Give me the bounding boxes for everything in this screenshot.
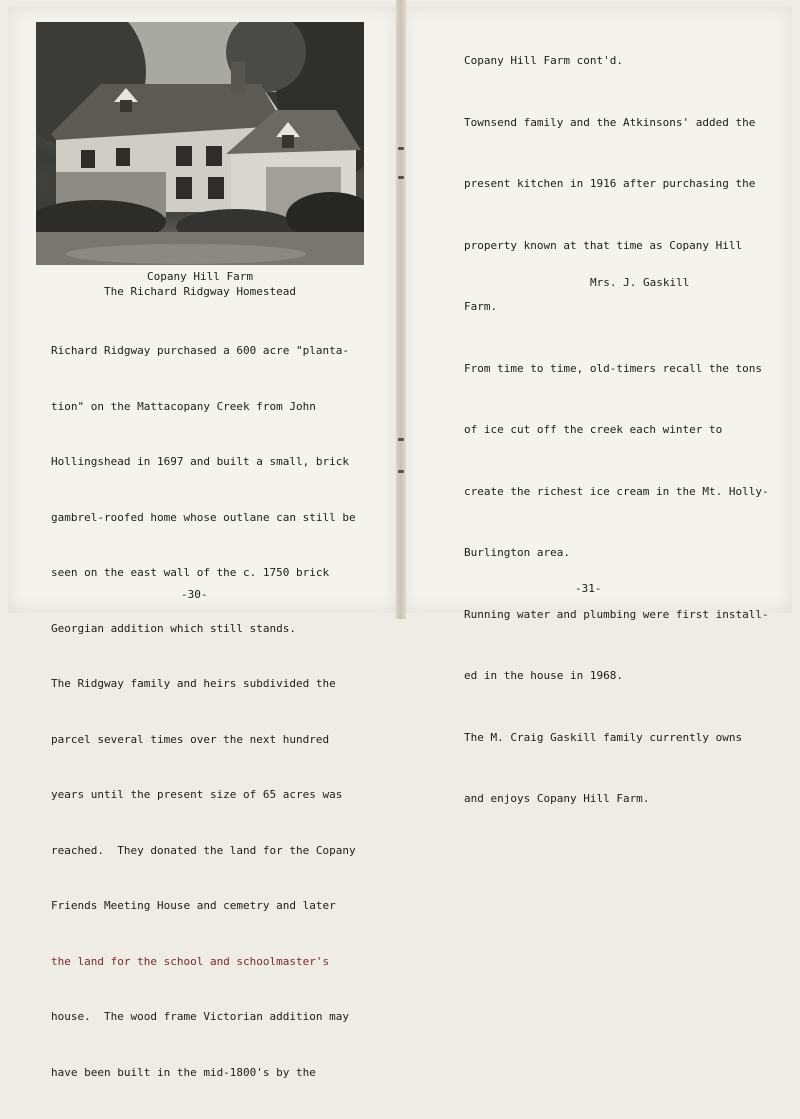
text-line: Townsend family and the Atkinsons' added the [464, 115, 756, 129]
right-page-body [464, 10, 769, 851]
text-line: of ice cut off the creek each winter to [464, 423, 723, 436]
text-line: Running water and plumbing were first install- [464, 607, 769, 621]
text-line: reached. They donated the land for the Copany [51, 843, 356, 857]
text-line: have been built in the mid-1800's by the [51, 1065, 316, 1079]
text-line: the land for the school and schoolmaster's [51, 954, 330, 968]
text-line: create the richest ice cream in the Mt. Holly- [464, 484, 769, 498]
staple [398, 438, 404, 441]
photo-caption-title: Copany Hill Farm [147, 270, 253, 283]
page-number-left: -30- [181, 588, 208, 601]
staple [398, 176, 404, 179]
author-signature: Mrs. J. Gaskill [590, 276, 690, 289]
page-number-right: -31- [575, 582, 602, 595]
text-line: From time to time, old-timers recall the tons [464, 361, 763, 375]
text-line: Georgian addition which still stands. [51, 621, 297, 635]
text-line: seen on the east wall of the c. 1750 brick [51, 566, 330, 579]
photo-caption-subtitle: The Richard Ridgway Homestead [103, 285, 297, 298]
text-line: ed in the house in 1968. [464, 669, 623, 682]
staple [398, 470, 404, 473]
text-line: gambrel-roofed home whose outlane can still be [51, 510, 356, 524]
text-line: Burlington area. [464, 546, 570, 559]
left-page-body [51, 305, 356, 1119]
text-line: The Ridgway family and heirs subdivided the [51, 677, 336, 690]
text-line: house. The wood frame Victorian addition may [51, 1010, 350, 1023]
text-line: years until the present size of 65 acres was [51, 788, 343, 801]
text-line: tion" on the Mattacopany Creek from John [51, 399, 316, 413]
farmhouse-photo [36, 22, 364, 265]
text-line: The M. Craig Gaskill family currently owns [464, 730, 743, 744]
text-line: Richard Ridgway purchased a 600 acre "planta- [51, 344, 350, 357]
text-line: Hollingshead in 1697 and built a small, brick [51, 455, 350, 468]
text-line: and enjoys Copany Hill Farm. [464, 792, 650, 805]
text-line: present kitchen in 1916 after purchasing the [464, 177, 756, 190]
text-line: parcel several times over the next hundred [51, 732, 330, 746]
text-line: property known at that time as Copany Hill [464, 238, 743, 252]
book-gutter [396, 0, 406, 619]
text-line: Farm. [464, 300, 498, 313]
staple [398, 147, 404, 150]
text-line: Friends Meeting House and cemetry and later [51, 899, 336, 912]
text-line: Copany Hill Farm cont'd. [464, 54, 623, 67]
